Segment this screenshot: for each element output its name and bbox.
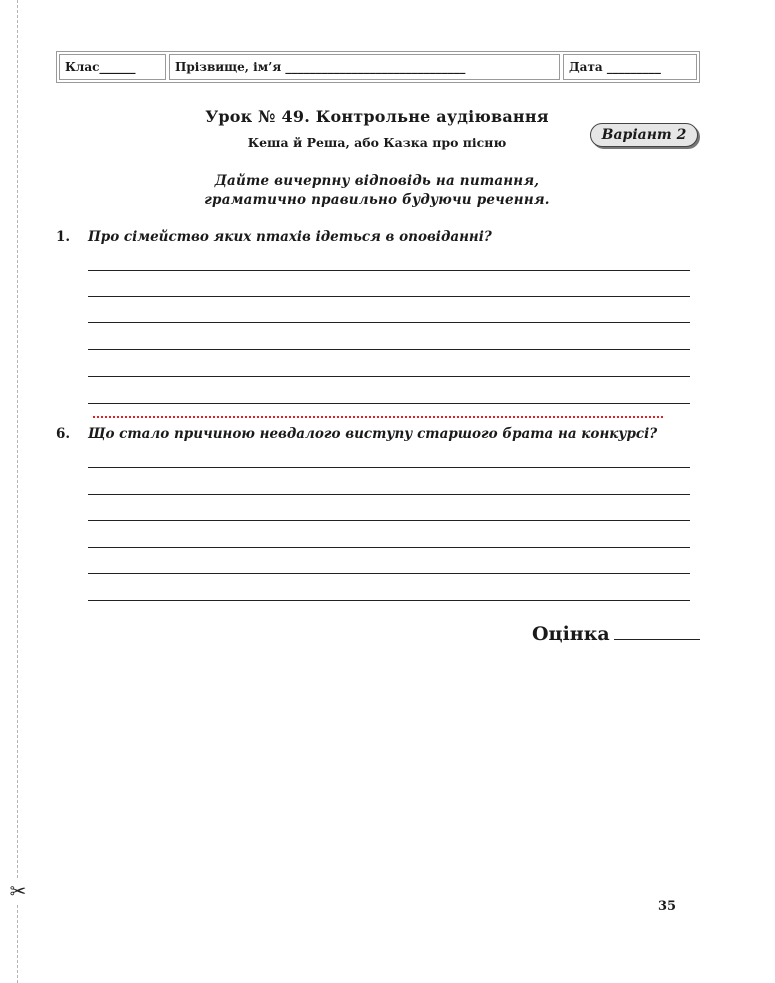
lesson-subtitle: Кеша й Реша, або Казка про пісню (247, 135, 507, 150)
instruction-line-1: Дайте вичерпну відповідь на питання, (214, 173, 540, 189)
lesson-title: Урок № 49. Контрольне аудіювання (205, 107, 549, 126)
question-text: Що стало причиною невдалого виступу старшого брата на конкурсі? (88, 426, 658, 442)
answer-line[interactable] (88, 296, 690, 297)
question-text: Про сімейство яких птахів ідеться в оповіданні? (88, 229, 492, 245)
grade-blank[interactable] (614, 639, 700, 640)
scissors-icon: ✂ (9, 879, 27, 903)
answer-line[interactable] (88, 376, 690, 377)
dotted-separator (93, 416, 663, 418)
name-field[interactable]: Прізвище, ім’я ______________________________ (169, 54, 560, 80)
answer-line[interactable] (88, 322, 690, 323)
date-field[interactable]: Дата _________ (563, 54, 697, 80)
question-number: 1. (56, 229, 71, 245)
answer-line[interactable] (88, 467, 690, 468)
grade-label: Оцінка (532, 623, 610, 645)
instruction-line-2: граматично правильно будуючи речення. (204, 192, 550, 208)
answer-line[interactable] (88, 520, 690, 521)
answer-line[interactable] (88, 494, 690, 495)
student-info-table (56, 51, 700, 83)
answer-line[interactable] (88, 547, 690, 548)
answer-line[interactable] (88, 573, 690, 574)
class-field[interactable]: Клас______ (59, 54, 166, 80)
answer-line[interactable] (88, 600, 690, 601)
page-number: 35 (658, 899, 677, 914)
answer-line[interactable] (88, 270, 690, 271)
answer-line[interactable] (88, 349, 690, 350)
variant-badge: Варіант 2 (590, 123, 698, 147)
cut-line (17, 0, 18, 983)
question-number: 6. (56, 426, 71, 442)
answer-line[interactable] (88, 403, 690, 404)
grade-field[interactable] (532, 623, 700, 645)
